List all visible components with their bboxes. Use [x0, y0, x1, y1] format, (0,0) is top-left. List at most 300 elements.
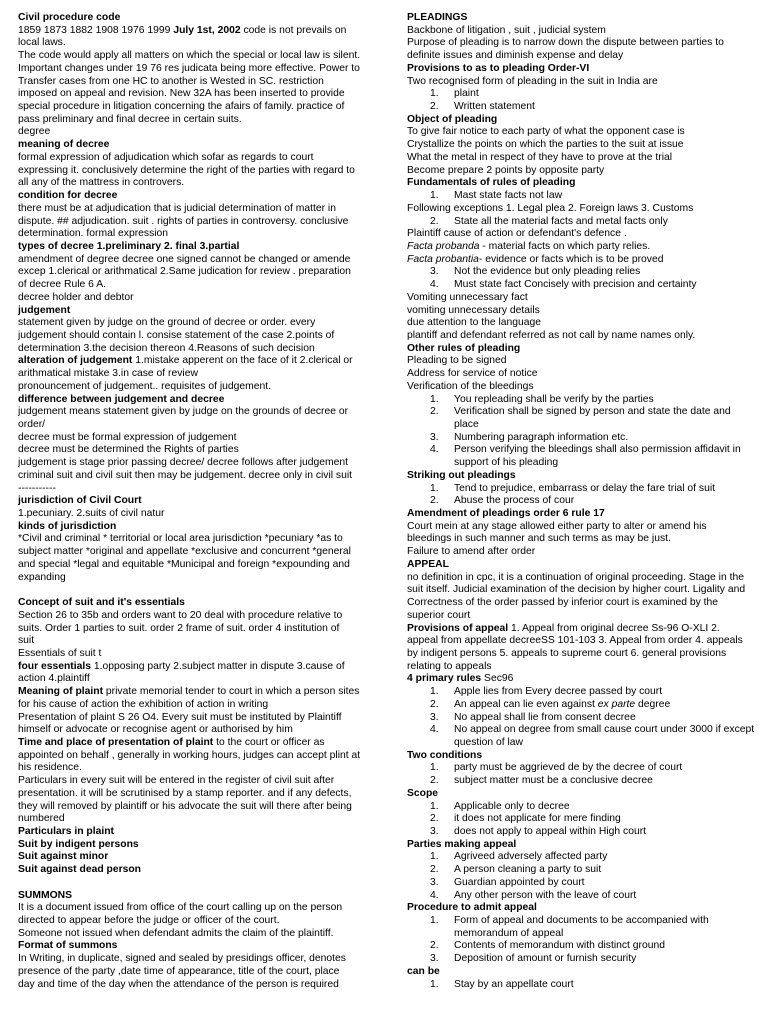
- line-text: Correctness of the order passed by inferior court is examined by the: [407, 597, 719, 609]
- list-number: 1.: [430, 393, 439, 405]
- list-number: 2.: [430, 101, 439, 113]
- text-line: [407, 228, 755, 241]
- list-number: 1.: [430, 800, 439, 812]
- line-text: Stay by an appellate court: [454, 978, 574, 990]
- line-text: decree must be formal expression of judgement: [18, 431, 237, 443]
- line-text: Scope: [407, 787, 439, 799]
- text-line: [18, 546, 368, 559]
- line-text: Become prepare 2 points by opposite party: [407, 164, 605, 176]
- text-line: [407, 572, 755, 585]
- text-run: code is not prevails on: [240, 24, 347, 36]
- line-text: special procedure in litigation concerning the afairs of family. practice of: [18, 101, 345, 113]
- line-text: judgement means statement given by judge on the grounds of decree or: [18, 406, 349, 418]
- line-text: Two recognised form of pleading in the suit in India are: [407, 75, 658, 87]
- text-line: [407, 241, 755, 254]
- text-line: [18, 76, 368, 89]
- text-line: [18, 572, 368, 585]
- line-text: Contents of memorandum with distinct ground: [454, 940, 666, 952]
- line-text: types of decree 1.preliminary 2. final 3.partial: [18, 240, 240, 252]
- list-number: 1.: [430, 482, 439, 494]
- line-text: subject matter must be a conclusive decree: [454, 775, 653, 787]
- text-line: [18, 50, 368, 63]
- list-number: 2.: [430, 940, 439, 952]
- text-line: [18, 533, 368, 546]
- line-text: for his cause of action the exhibition of action in writing: [18, 698, 269, 710]
- text-line: [18, 228, 368, 241]
- line-text: Object of pleading: [407, 113, 498, 125]
- list-number: 3.: [430, 826, 439, 837]
- line-text: formal expression of adjudication which sofar as regards to court: [18, 151, 314, 163]
- line-text: Abuse the process of cour: [454, 495, 575, 507]
- bold-term: alteration of judgement: [18, 355, 133, 367]
- line-text: Agriveed adversely affected party: [454, 851, 608, 863]
- list-number: 4.: [430, 279, 439, 291]
- text-line: [407, 152, 755, 165]
- line-text: It is a document issued from office of the court calling up on the person: [18, 902, 343, 914]
- italic-term: ex parte: [597, 698, 636, 710]
- text-line: [407, 381, 755, 394]
- line-text: plaint: [454, 88, 479, 100]
- text-line: [407, 584, 755, 597]
- text-line: [18, 737, 368, 750]
- line-text: Concept of suit and it's essentials: [18, 597, 185, 609]
- text-line: [18, 101, 368, 114]
- text-line: [407, 597, 755, 610]
- section-heading: [18, 597, 368, 610]
- line-text: Format of summons: [18, 940, 118, 952]
- line-text: vomiting unnecessary details: [407, 304, 540, 316]
- text-line: [18, 126, 368, 139]
- line-text: Presentation of plaint S 26 O4. Every suit must be instituted by Plaintiff: [18, 711, 342, 723]
- line-text: Mast state facts not law: [454, 190, 563, 202]
- line-text: appointed on behalf , generally in working hours, judges can accept plint at: [18, 749, 361, 761]
- section-heading: [407, 114, 755, 127]
- list-number: 3.: [430, 953, 439, 965]
- line-text: Person verifying the bleedings shall also permission affidavit in support of his pleading: [454, 444, 741, 469]
- text-run: 1. Appeal from original decree Ss-96 O-XLI 2.: [508, 622, 720, 634]
- text-line: [18, 203, 368, 216]
- text-line: [18, 88, 368, 101]
- line-text: What the metal in respect of they have to prove at the trial: [407, 151, 673, 163]
- list-number: 3.: [430, 266, 439, 278]
- list-number: 1.: [430, 88, 439, 100]
- line-text: Important changes under 19 76 res judicata being more effective. Power to: [18, 62, 360, 74]
- list-item: [407, 495, 755, 508]
- text-line: [18, 330, 368, 343]
- text-line: [18, 750, 368, 763]
- bold-term: Time and place of presentation of plaint: [18, 736, 214, 748]
- text-line: [18, 419, 368, 432]
- line-text: judgement: [18, 304, 71, 316]
- list-item: [407, 864, 755, 877]
- text-line: [18, 686, 368, 699]
- list-number: 1.: [430, 915, 439, 927]
- blank-line: [18, 877, 368, 890]
- line-text: appeal from appellate decreeSS 101-103 3. Appeal from order 4. appeals: [407, 635, 743, 647]
- section-heading: [407, 12, 755, 25]
- line-text: imposed on appeal and revision. New 32A has been inserted to provide: [18, 88, 345, 100]
- section-heading: [18, 864, 368, 877]
- line-text: does not apply to appeal within High court: [454, 826, 647, 837]
- section-heading: [18, 839, 368, 852]
- text-line: [18, 508, 368, 521]
- line-text: definite issues and diminish expense and delay: [407, 50, 624, 62]
- line-text: Written statement: [454, 101, 535, 113]
- line-text: Must state fact Concisely with precision and certainty: [454, 279, 697, 291]
- section-heading: [407, 839, 755, 852]
- list-number: 1.: [430, 851, 439, 863]
- section-heading: [18, 190, 368, 203]
- line-text: party must be aggrieved de by the decree of court: [454, 762, 683, 774]
- text-line: [18, 953, 368, 966]
- list-number: 2.: [430, 813, 439, 825]
- list-number: 2.: [430, 406, 439, 418]
- text-line: [407, 673, 755, 686]
- text-line: [18, 457, 368, 470]
- blank-line: [18, 584, 368, 597]
- text-line: [407, 635, 755, 648]
- line-text: directed to appear before the judge or officer of the court.: [18, 915, 280, 927]
- list-number: 2.: [430, 215, 439, 227]
- list-number: 1.: [430, 190, 439, 202]
- line-text: judgement should contain l. consise statement of the case 2.points of: [18, 329, 335, 341]
- list-item: [407, 712, 755, 725]
- line-text: Any other person with the leave of court: [454, 889, 637, 901]
- section-heading: [18, 305, 368, 318]
- line-text: Fundamentals of rules of pleading: [407, 177, 576, 189]
- line-text: Particulars in plaint: [18, 826, 114, 837]
- list-item: [407, 775, 755, 788]
- list-number: 4.: [430, 724, 439, 736]
- list-item: [407, 699, 755, 712]
- line-text: Address for service of notice: [407, 368, 538, 380]
- text-line: [18, 928, 368, 941]
- line-text: 1.pecuniary. 2.suits of civil natur: [18, 508, 165, 520]
- line-text: Suit against minor: [18, 851, 109, 863]
- section-heading: [407, 788, 755, 801]
- line-text: bleedings in such manner and such terms as may be just.: [407, 533, 671, 545]
- bold-term: Provisions of appeal: [407, 622, 509, 634]
- section-heading: [18, 394, 368, 407]
- text-line: [18, 712, 368, 725]
- list-number: 2.: [430, 698, 439, 710]
- line-text: Numbering paragraph information etc.: [454, 431, 629, 443]
- text-line: [18, 699, 368, 712]
- text-line: [407, 355, 755, 368]
- text-line: [407, 139, 755, 152]
- line-text: suits. Order 1 parties to suit. order 2 frame of suit. order 4 institution of: [18, 622, 340, 634]
- line-text: Failure to amend after order: [407, 546, 536, 558]
- text-line: [18, 152, 368, 165]
- line-text: they will removed by plaintiff or his advocate the suit will there after being: [18, 800, 352, 812]
- bold-term: July 1st, 2002: [173, 24, 241, 36]
- line-text: Procedure to admit appeal: [407, 902, 537, 914]
- line-text: determination. formal expression: [18, 228, 169, 240]
- text-line: [18, 661, 368, 674]
- line-text: Following exceptions 1. Legal plea 2. Foreign laws 3. Customs: [407, 202, 694, 214]
- text-line: [18, 559, 368, 572]
- line-text: presentation. it will be scrutinised by a stamp reporter. and if any defects,: [18, 787, 352, 799]
- text-run: private memorial tender to court in which a person sites: [103, 686, 360, 698]
- line-text: pass preliminary and final decree in certain suits.: [18, 113, 242, 125]
- text-run: - evidence or facts which is to be proved: [478, 253, 664, 265]
- list-item: [407, 877, 755, 890]
- list-item: [407, 851, 755, 864]
- line-text: due attention to the language: [407, 317, 542, 329]
- text-line: [18, 673, 368, 686]
- section-heading: [18, 890, 368, 903]
- text-line: [407, 521, 755, 534]
- list-item: [407, 394, 755, 407]
- section-heading: [18, 139, 368, 152]
- text-line: [18, 979, 368, 992]
- list-number: 3.: [430, 711, 439, 723]
- line-text: Guardian appointed by court: [454, 876, 585, 888]
- line-text: Pleading to be signed: [407, 355, 507, 367]
- text-line: [407, 126, 755, 139]
- line-text: Other rules of pleading: [407, 342, 521, 354]
- line-text: Suit by indigent persons: [18, 838, 139, 850]
- line-text: Transfer cases from one HC to another is Wested in SC. restriction: [18, 75, 324, 87]
- text-line: [407, 37, 755, 50]
- text-line: [407, 254, 755, 267]
- bold-term: Meaning of plaint: [18, 686, 104, 698]
- line-text: kinds of jurisdiction: [18, 520, 117, 532]
- list-number: 2.: [430, 495, 439, 507]
- text-line: [407, 661, 755, 674]
- bold-term: four essentials: [18, 660, 92, 672]
- list-item: [407, 406, 755, 431]
- list-item: [407, 890, 755, 903]
- line-text: Apple lies from Every decree passed by court: [454, 686, 663, 698]
- text-line: [18, 432, 368, 445]
- text-line: [407, 317, 755, 330]
- list-item: [407, 444, 755, 469]
- line-text: To give fair notice to each party of what the opponent case is: [407, 126, 685, 138]
- line-text: statement given by judge on the ground of decree or order. every: [18, 317, 316, 329]
- text-line: [18, 444, 368, 457]
- list-item: [407, 979, 755, 992]
- list-item: [407, 813, 755, 826]
- line-text: Plaintiff cause of action or defendant's defence .: [407, 228, 627, 240]
- text-line: [18, 177, 368, 190]
- line-text: Court mein at any stage allowed either party to alter or amend his: [407, 520, 707, 532]
- line-text: it does not applicate for mere finding: [454, 813, 621, 825]
- line-text: Parties making appeal: [407, 838, 517, 850]
- text-line: [18, 470, 368, 483]
- section-heading: [407, 966, 755, 979]
- line-text: Section 26 to 35b and orders want to 20 deal with procedure relative to: [18, 609, 343, 621]
- list-item: [407, 826, 755, 839]
- text-run: 1.mistake apperent on the face of it 2.clerical or: [132, 355, 353, 367]
- text-run: - material facts on which party relies.: [479, 240, 651, 252]
- line-text: State all the material facts and metal facts only: [454, 215, 668, 227]
- list-number: 2.: [430, 775, 439, 787]
- text-line: [18, 216, 368, 229]
- line-text: numbered: [18, 813, 65, 825]
- list-number: 1.: [430, 686, 439, 698]
- line-text: decree must be determined the Rights of parties: [18, 444, 239, 456]
- text-run: An appeal can lie even against: [454, 698, 598, 710]
- line-text: expanding: [18, 571, 66, 583]
- line-text: Suit against dead person: [18, 864, 141, 876]
- line-text: APPEAL: [407, 558, 449, 570]
- line-text: Amendment of pleadings order 6 rule 17: [407, 508, 605, 520]
- line-text: decree holder and debtor: [18, 291, 134, 303]
- text-line: [18, 368, 368, 381]
- text-line: [18, 775, 368, 788]
- text-line: [407, 533, 755, 546]
- text-line: [407, 76, 755, 89]
- text-line: [407, 25, 755, 38]
- line-text: plantiff and defendant referred as not call by name names only.: [407, 329, 696, 341]
- text-line: [18, 279, 368, 292]
- list-number: 4.: [430, 889, 439, 901]
- text-line: [18, 648, 368, 661]
- text-run: 1.opposing party 2.subject matter in dispute 3.cause of: [91, 660, 345, 672]
- text-line: [407, 368, 755, 381]
- line-text: The code would apply all matters on which the special or local law is silent.: [18, 50, 361, 62]
- text-line: [18, 813, 368, 826]
- line-text: Essentials of suit t: [18, 647, 102, 659]
- line-text: presence of the party ,date time of appearance, title of the court, place: [18, 965, 340, 977]
- line-text: pronouncement of judgement.. requisites of judgement.: [18, 380, 272, 392]
- line-text: can be: [407, 965, 440, 977]
- line-text: Two conditions: [407, 749, 483, 761]
- text-line: [407, 546, 755, 559]
- list-number: 1.: [430, 762, 439, 774]
- section-heading: [407, 63, 755, 76]
- line-text: In Writing, in duplicate, signed and sealed by presidings officer, denotes: [18, 953, 346, 965]
- line-text: determination 3.the decision thereon 4.Reasons of such decision: [18, 342, 315, 354]
- text-line: [407, 50, 755, 63]
- list-item: [407, 953, 755, 966]
- list-item: [407, 915, 755, 940]
- text-line: [18, 317, 368, 330]
- section-heading: [18, 12, 368, 25]
- line-text: Form of appeal and documents to be accompanied with memorandum of appeal: [454, 915, 709, 939]
- text-line: [18, 966, 368, 979]
- list-number: 3.: [430, 876, 439, 888]
- section-heading: [407, 750, 755, 763]
- text-line: [18, 623, 368, 636]
- line-text: jurisdiction of Civil Court: [18, 495, 142, 507]
- line-text: relating to appeals: [407, 660, 492, 672]
- text-line: [407, 610, 755, 623]
- section-heading: [407, 343, 755, 356]
- list-item: [407, 940, 755, 953]
- section-heading: [18, 851, 368, 864]
- text-line: [18, 266, 368, 279]
- line-text: himself or advocate or recognise agent or authorised by him: [18, 724, 293, 736]
- text-line: [18, 292, 368, 305]
- line-text: Someone not issued when defendant admits the claim of the plaintiff.: [18, 927, 334, 939]
- bold-term: 4 primary rules: [407, 673, 482, 685]
- list-number: 3.: [430, 431, 439, 443]
- text-run: to the court or officer as: [213, 736, 325, 748]
- list-number: 1.: [430, 978, 439, 990]
- text-line: [18, 37, 368, 50]
- text-line: [18, 801, 368, 814]
- text-line: [407, 203, 755, 216]
- line-text: action 4.plaintiff: [18, 673, 90, 685]
- line-text: Applicable only to decree: [454, 800, 570, 812]
- list-item: [407, 266, 755, 279]
- line-text: Backbone of litigation , suit , judicial system: [407, 24, 606, 36]
- section-heading: [18, 521, 368, 534]
- line-text: Purpose of pleading is to narrow down the dispute between parties to: [407, 37, 724, 49]
- text-line: [407, 165, 755, 178]
- line-text: Verification of the bleedings: [407, 380, 534, 392]
- list-item: [407, 88, 755, 101]
- section-heading: [18, 940, 368, 953]
- text-line: [18, 355, 368, 368]
- line-text: expressing it. conclusively determine the right of the parties with regard to: [18, 164, 355, 176]
- line-text: Striking out pleadings: [407, 469, 516, 481]
- line-text: all any of the mattress in controvers.: [18, 177, 185, 189]
- section-heading: [407, 470, 755, 483]
- text-line: [18, 724, 368, 737]
- line-text: degree: [18, 126, 51, 138]
- line-text: *Civil and criminal * territorial or local area jurisdiction *pecuniary *as to: [18, 533, 343, 545]
- line-text: Not the evidence but only pleading relies: [454, 266, 641, 278]
- line-text: Provisions to as to pleading Order-VI: [407, 62, 590, 74]
- section-heading: [407, 559, 755, 572]
- text-line: [18, 762, 368, 775]
- line-text: his residence.: [18, 762, 82, 774]
- line-text: meaning of decree: [18, 139, 110, 151]
- list-item: [407, 101, 755, 114]
- text-line: [18, 25, 368, 38]
- line-text: day and time of the day when the attendance of the person is required: [18, 978, 339, 990]
- line-text: order/: [18, 419, 46, 430]
- line-text: Verification shall be signed by person and state the date and place: [454, 406, 731, 430]
- list-item: [407, 216, 755, 229]
- line-text: PLEADINGS: [407, 12, 468, 23]
- text-line: [18, 483, 368, 496]
- line-text: Civil procedure code: [18, 12, 121, 23]
- text-line: [407, 330, 755, 343]
- list-item: [407, 190, 755, 203]
- left-column: [18, 12, 368, 991]
- line-text: Deposition of amount or furnish security: [454, 953, 637, 965]
- line-text: SUMMONS: [18, 889, 73, 901]
- line-text: superior court: [407, 609, 471, 621]
- text-line: [18, 63, 368, 76]
- line-text: dispute. ## adjudication. suit . rights of parties in controversy. conclusive: [18, 215, 349, 227]
- text-run: 1859 1873 1882 1908 1976 1999: [18, 24, 174, 36]
- text-line: [18, 902, 368, 915]
- text-line: [407, 292, 755, 305]
- line-text: and special *legal and equitable *Municipal and foreign *expounding and: [18, 558, 350, 570]
- list-item: [407, 686, 755, 699]
- text-line: [18, 165, 368, 178]
- line-text: Particulars in every suit will be entered in the register of civil suit after: [18, 775, 335, 787]
- list-number: 4.: [430, 444, 439, 456]
- line-text: judgement is stage prior passing decree/ decree follows after judgement: [18, 457, 349, 469]
- line-text: amendment of degree decree one signed cannot be changed or amende: [18, 253, 351, 265]
- line-text: arithmatical mistake 3.in case of review: [18, 368, 198, 380]
- text-line: [18, 610, 368, 623]
- text-line: [18, 915, 368, 928]
- text-line: [18, 788, 368, 801]
- line-text: -----------: [18, 482, 56, 494]
- list-item: [407, 762, 755, 775]
- list-item: [407, 279, 755, 292]
- line-text: suit: [18, 635, 35, 647]
- line-text: Tend to prejudice, embarrass or delay the fare trial of suit: [454, 482, 716, 494]
- line-text: local laws.: [18, 37, 66, 49]
